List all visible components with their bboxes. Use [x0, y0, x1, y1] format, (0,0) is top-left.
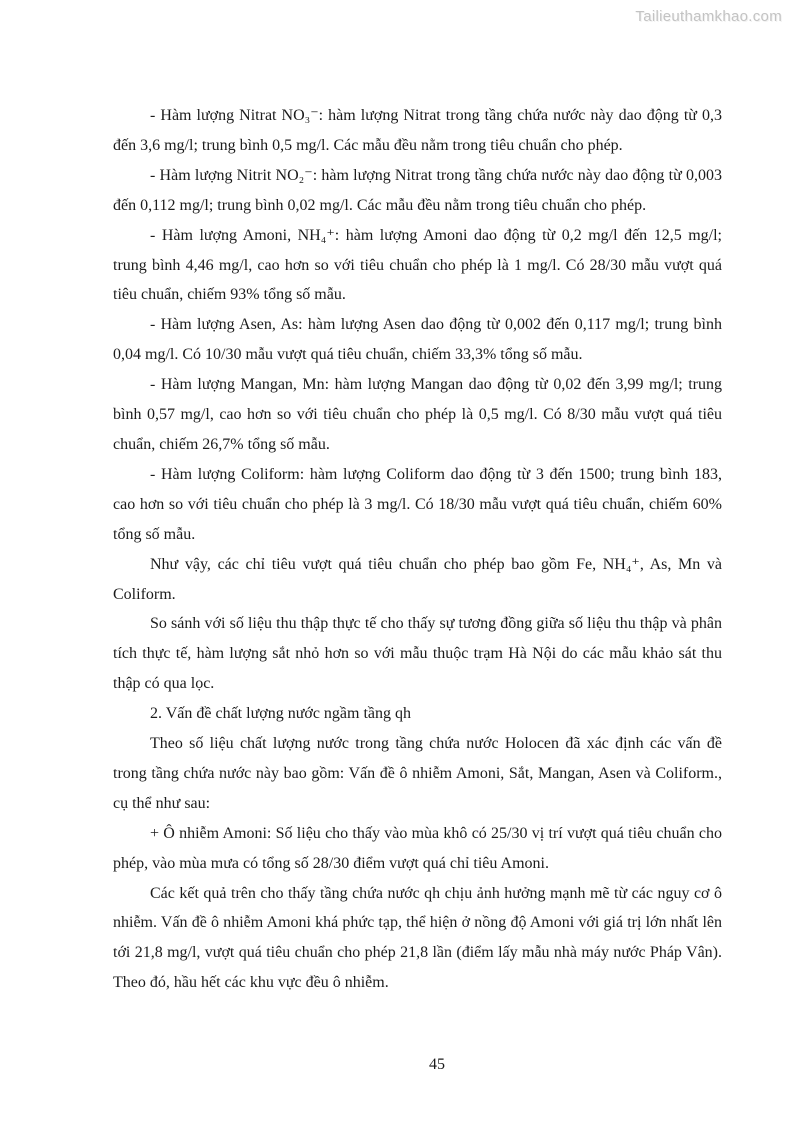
paragraph-conclusion: Các kết quả trên cho thấy tầng chứa nước qh chịu ảnh hưởng mạnh mẽ từ các nguy cơ ô nhiễm. Vấn đề ô nhiễm Amoni khá phức tạp, thể hiện ở nồng độ Amoni với giá trị lớn nhất lên tới 21,8 mg/l, vượt quá tiêu chuẩn cho phép 21,8 lần (điểm lấy mẫu nhà máy nước Pháp Vân). Theo đó, hầu hết các khu vực đều ô nhiễm.: [113, 884, 722, 992]
paragraph-summary-indicators: Như vậy, các chỉ tiêu vượt quá tiêu chuẩn cho phép bao gồm Fe, NH₄⁺, As, Mn và Coliform.: [113, 555, 722, 603]
paragraph-amoni: - Hàm lượng Amoni, NH₄⁺: hàm lượng Amoni dao động từ 0,2 mg/l đến 12,5 mg/l; trung bình 4,46 mg/l, cao hơn so với tiêu chuẩn cho phép là 1 mg/l. Có 28/30 mẫu vượt quá tiêu chuẩn, chiếm 93% tổng số mẫu.: [113, 226, 722, 304]
paragraph-asen: - Hàm lượng Asen, As: hàm lượng Asen dao động từ 0,002 đến 0,117 mg/l; trung bình 0,04 mg/l. Có 10/30 mẫu vượt quá tiêu chuẩn, chiếm 33,3% tổng số mẫu.: [113, 316, 722, 364]
page-number: 45: [429, 1056, 445, 1073]
paragraph-coliform: - Hàm lượng Coliform: hàm lượng Coliform dao động từ 3 đến 1500; trung bình 183, cao hơn so với tiêu chuẩn cho phép là 3 mg/l. Có 18/30 mẫu vượt quá tiêu chuẩn, chiếm 60% tổng số mẫu.: [113, 465, 722, 543]
paragraph-amoni-pollution: + Ô nhiễm Amoni: Số liệu cho thấy vào mùa khô có 25/30 vị trí vượt quá tiêu chuẩn cho phép, vào mùa mưa có tổng số 28/30 điểm vượt quá chỉ tiêu Amoni.: [113, 824, 722, 872]
paragraph-nitrit: - Hàm lượng Nitrit NO₂⁻: hàm lượng Nitrat trong tầng chứa nước này dao động từ 0,003 đến 0,112 mg/l; trung bình 0,02 mg/l. Các mẫu đều nằm trong tiêu chuẩn cho phép.: [113, 166, 722, 214]
document-body: [113, 101, 722, 998]
watermark: Tailieuthamkhao.com: [635, 8, 782, 25]
paragraph-mangan: - Hàm lượng Mangan, Mn: hàm lượng Mangan dao động từ 0,02 đến 3,99 mg/l; trung bình 0,57 mg/l, cao hơn so với tiêu chuẩn cho phép là 0,5 mg/l. Có 8/30 mẫu vượt quá tiêu chuẩn, chiếm 26,7% tổng số mẫu.: [113, 376, 722, 453]
paragraph-comparison: So sánh với số liệu thu thập thực tế cho thấy sự tương đồng giữa số liệu thu thập và phân tích thực tế, hàm lượng sắt nhỏ hơn so với mẫu thuộc trạm Hà Nội do các mẫu khảo sát thu thập có qua lọc.: [113, 615, 722, 693]
paragraph-nitrat: - Hàm lượng Nitrat NO₃⁻: hàm lượng Nitrat trong tầng chứa nước này dao động từ 0,3 đến 3,6 mg/l; trung bình 0,5 mg/l. Các mẫu đều nằm trong tiêu chuẩn cho phép.: [113, 107, 722, 154]
section-heading-groundwater-quality: 2. Vấn đề chất lượng nước ngầm tầng qh: [150, 705, 412, 723]
paragraph-holocen: Theo số liệu chất lượng nước trong tầng chứa nước Holocen đã xác định các vấn đề trong tầng chứa nước này bao gồm: Vấn đề ô nhiễm Amoni, Sắt, Mangan, Asen và Coliform., cụ thể như sau:: [113, 735, 722, 812]
